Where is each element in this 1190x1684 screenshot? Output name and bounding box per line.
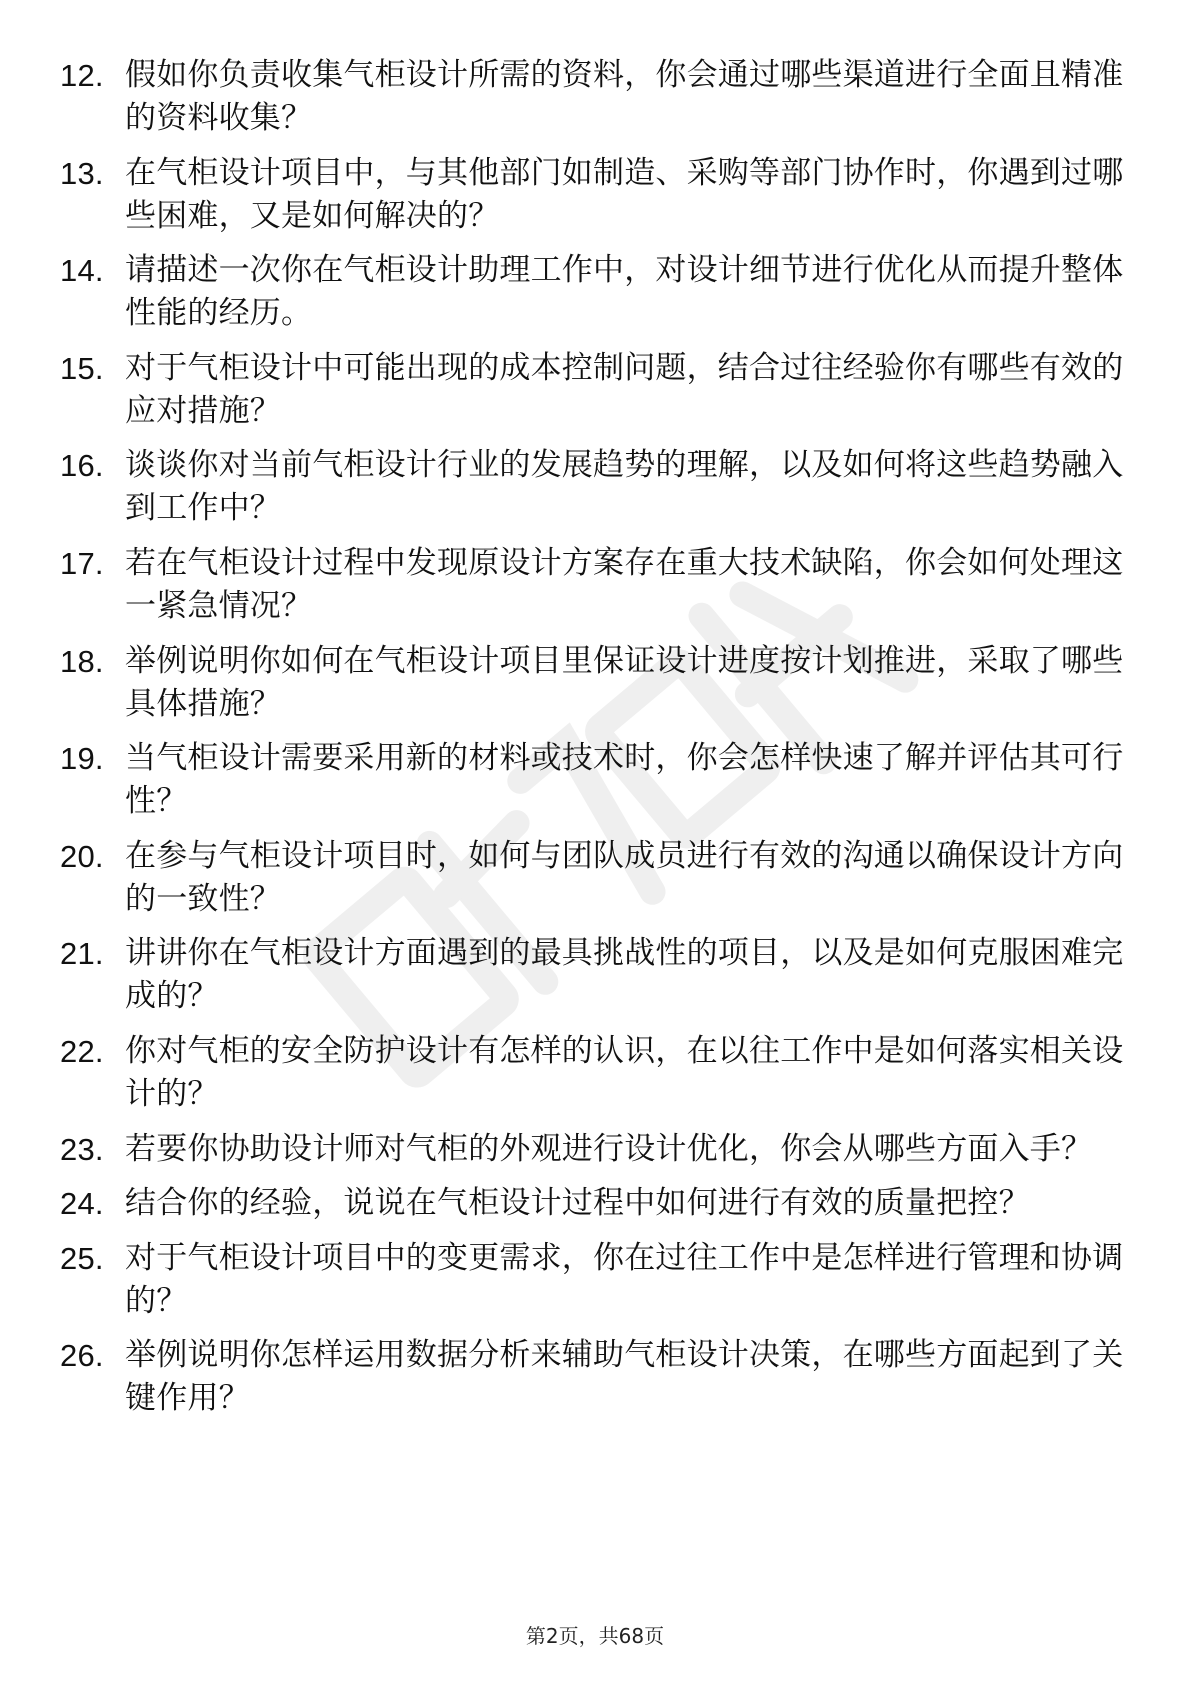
question-text: 在气柜设计项目中，与其他部门如制造、采购等部门协作时，你遇到过哪些困难，又是如何解决的？: [125, 154, 1124, 234]
question-number: 19.: [60, 741, 104, 777]
question-list: [60, 54, 1130, 1432]
question-number: 26.: [60, 1338, 104, 1374]
question-text: 在参与气柜设计项目时，如何与团队成员进行有效的沟通以确保设计方向的一致性？: [125, 837, 1124, 917]
question-item: [60, 737, 1130, 823]
question-text: 谈谈你对当前气柜设计行业的发展趋势的理解，以及如何将这些趋势融入到工作中？: [125, 447, 1124, 527]
question-item: [60, 835, 1130, 921]
question-number: 24.: [60, 1186, 104, 1222]
question-number: 17.: [60, 545, 104, 581]
question-number: 20.: [60, 838, 104, 874]
question-number: 15.: [60, 350, 104, 386]
question-number: 14.: [60, 253, 104, 289]
question-item: [60, 1030, 1130, 1116]
question-item: [60, 347, 1130, 433]
question-text: 举例说明你怎样运用数据分析来辅助气柜设计决策，在哪些方面起到了关键作用？: [125, 1337, 1124, 1417]
question-item: [60, 1128, 1130, 1171]
question-number: 25.: [60, 1240, 104, 1276]
question-number: 18.: [60, 643, 104, 679]
question-text: 对于气柜设计中可能出现的成本控制问题，结合过往经验你有哪些有效的应对措施？: [125, 349, 1124, 429]
question-text: 若要你协助设计师对气柜的外观进行设计优化，你会从哪些方面入手？: [125, 1130, 1093, 1167]
question-text: 讲讲你在气柜设计方面遇到的最具挑战性的项目，以及是如何克服困难完成的？: [125, 935, 1124, 1015]
question-item: [60, 54, 1130, 140]
question-item: [60, 640, 1130, 726]
question-item: [60, 932, 1130, 1018]
question-number: 13.: [60, 155, 104, 191]
question-text: 结合你的经验，说说在气柜设计过程中如何进行有效的质量把控？: [125, 1185, 1030, 1222]
question-text: 当气柜设计需要采用新的材料或技术时，你会怎样快速了解并评估其可行性？: [125, 740, 1124, 820]
question-text: 你对气柜的安全防护设计有怎样的认识，在以往工作中是如何落实相关设计的？: [125, 1032, 1124, 1112]
question-item: [60, 1182, 1130, 1225]
question-text: 对于气柜设计项目中的变更需求，你在过往工作中是怎样进行管理和协调的？: [125, 1239, 1124, 1319]
question-number: 22.: [60, 1033, 104, 1069]
question-text: 假如你负责收集气柜设计所需的资料，你会通过哪些渠道进行全面且精准的资料收集？: [125, 57, 1124, 136]
question-item: [60, 542, 1130, 628]
question-item: [60, 1334, 1130, 1420]
question-number: 21.: [60, 936, 104, 972]
question-number: 23.: [60, 1131, 104, 1167]
question-item: [60, 444, 1130, 530]
question-item: [60, 249, 1130, 335]
page-footer: 第2页，共68页: [525, 1624, 665, 1648]
question-number: 12.: [60, 58, 104, 93]
question-item: [60, 152, 1130, 238]
question-text: 若在气柜设计过程中发现原设计方案存在重大技术缺陷，你会如何处理这一紧急情况？: [125, 544, 1124, 624]
question-item: [60, 1237, 1130, 1323]
question-text: 请描述一次你在气柜设计助理工作中，对设计细节进行优化从而提升整体性能的经历。: [125, 252, 1124, 332]
question-text: 举例说明你如何在气柜设计项目里保证设计进度按计划推进，采取了哪些具体措施？: [125, 642, 1124, 722]
question-number: 16.: [60, 448, 104, 484]
